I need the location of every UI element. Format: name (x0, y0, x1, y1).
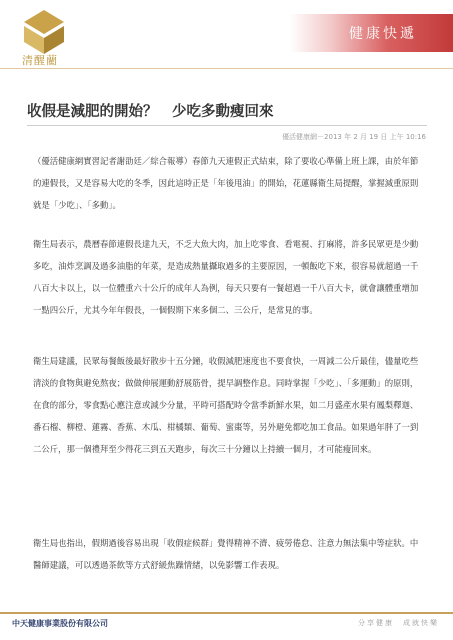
banner-text: 健康快遞 (349, 26, 417, 42)
page-header (0, 0, 453, 72)
footer-slogan: 分享健康 成就快樂 (358, 619, 439, 627)
paragraph-1: （優活健康網實習記者謝劭廷／綜合報導）春節九天連假正式結束，除了要收心準備上班上課，由於年節的連假長，又是容易大吃的冬季，因此這時正是「年後甩油」的開始，花蓮縣衛生局提醒，掌握減重原則就是「少吃」、「多動」。 (33, 156, 419, 210)
article-meta: 優活健康網－2013 年 2 月 19 日 上午 10:16 (282, 133, 426, 141)
paragraph-2: 衛生局表示，農曆春節連假長達九天，不乏大魚大肉，加上吃零食、看電視、打麻將，許多民眾更是少動多吃，油炸烹調及過多油脂的年菜，是造成熱量攝取過多的主要原因，一頓飯吃下來，很容易就超過一千八百大卡以上，以一位體重六十公斤的成年人為例，每天只要有一餐超過一千八百大卡，就會讓體重增加一點四公斤，尤其今年年假長，一個假期下來多個二、三公斤，是常見的事。 (33, 239, 419, 315)
article-title: 收假是減肥的開始？ 少吃多動瘦回來 (27, 104, 274, 120)
header-divider (0, 68, 453, 69)
paragraph-4: 衛生局也指出，假期過後容易出現「收假症候群」覺得精神不濟、疲勞倦怠、注意力無法集中等症狀。中醫師建議，可以透過茶飲等方式舒緩焦躁情緒，以免影響工作表現。 (33, 538, 419, 570)
title-divider (27, 125, 427, 126)
logo-text: 清醒藺 (22, 54, 58, 67)
footer-company: 中天健康事業股份有限公司 (12, 619, 108, 628)
footer-divider (0, 612, 453, 614)
header-banner (290, 14, 453, 52)
paragraph-3: 衛生局建議，民眾每餐飯後最好散步十五分鐘，收假減肥速度也不要食快，一周減二公斤最佳，儘量吃些清淡的食物與避免熬夜；做做伸展運動舒展筋骨，提早調整作息。同時掌握「少吃」、「多運動」的原則，在食的部分，零食點心應注意或減少分量，平時可搭配時令當季新鮮水果，如二月盛產水果有鳳梨釋迦、番石榴、柳橙、蓮霧、香蕉、木瓜、柑橘類、葡萄、蜜棗等，另外避免都吃加工食品。如果過年胖了一到二公斤，那一個禮拜至少得花三到五天跑步，每次三十分鐘以上持續一個月，才可能瘦回來。 (33, 356, 419, 454)
